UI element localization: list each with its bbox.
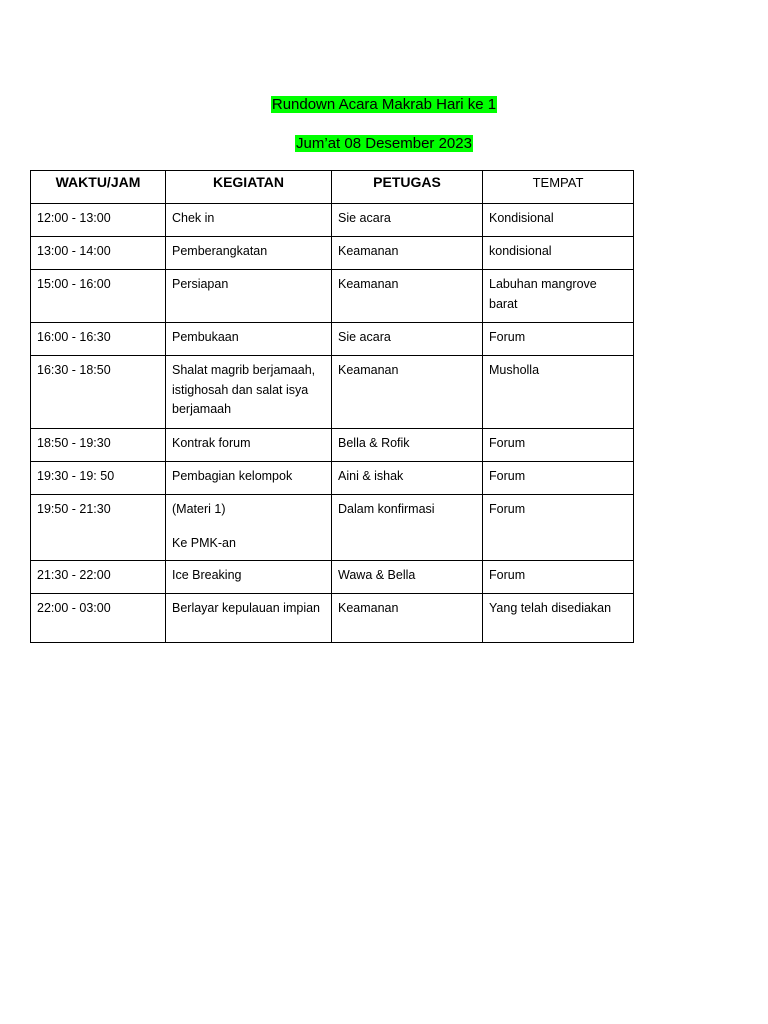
cell-kegiatan-line: (Materi 1) — [172, 502, 226, 516]
cell-kegiatan: Pemberangkatan — [166, 237, 332, 270]
cell-tempat: Forum — [483, 323, 634, 356]
header-tempat: TEMPAT — [483, 171, 634, 204]
cell-tempat: Forum — [483, 561, 634, 594]
cell-waktu: 12:00 - 13:00 — [31, 204, 166, 237]
cell-kegiatan — [166, 495, 332, 561]
cell-waktu: 21:30 - 22:00 — [31, 561, 166, 594]
table-row — [31, 429, 634, 462]
table-row — [31, 204, 634, 237]
cell-tempat: Forum — [483, 495, 634, 561]
cell-kegiatan: Persiapan — [166, 270, 332, 323]
document-title-text: Rundown Acara Makrab Hari ke 1 — [271, 96, 497, 113]
header-waktu: WAKTU/JAM — [31, 171, 166, 204]
cell-waktu: 13:00 - 14:00 — [31, 237, 166, 270]
cell-waktu: 18:50 - 19:30 — [31, 429, 166, 462]
cell-petugas: Dalam konfirmasi — [332, 495, 483, 561]
cell-petugas: Keamanan — [332, 594, 483, 643]
cell-tempat: Musholla — [483, 356, 634, 429]
table-row — [31, 561, 634, 594]
cell-petugas: Wawa & Bella — [332, 561, 483, 594]
document-title — [0, 95, 768, 115]
document-date — [0, 134, 768, 154]
cell-petugas: Sie acara — [332, 323, 483, 356]
cell-kegiatan: Berlayar kepulauan impian — [166, 594, 332, 643]
rundown-table — [30, 170, 634, 643]
cell-waktu: 16:00 - 16:30 — [31, 323, 166, 356]
cell-tempat: Forum — [483, 429, 634, 462]
cell-petugas: Keamanan — [332, 270, 483, 323]
table-row — [31, 237, 634, 270]
cell-tempat: Labuhan mangrove barat — [483, 270, 634, 323]
table-header-row — [31, 171, 634, 204]
cell-waktu: 15:00 - 16:00 — [31, 270, 166, 323]
cell-waktu: 22:00 - 03:00 — [31, 594, 166, 643]
document-date-text: Jum’at 08 Desember 2023 — [296, 135, 472, 152]
cell-petugas: Aini & ishak — [332, 462, 483, 495]
cell-tempat: Forum — [483, 462, 634, 495]
cell-kegiatan: Chek in — [166, 204, 332, 237]
cell-petugas: Sie acara — [332, 204, 483, 237]
table-row — [31, 323, 634, 356]
cell-tempat: Yang telah disediakan — [483, 594, 634, 643]
table-row — [31, 594, 634, 643]
cell-kegiatan: Pembagian kelompok — [166, 462, 332, 495]
cell-kegiatan: Kontrak forum — [166, 429, 332, 462]
cell-waktu: 19:50 - 21:30 — [31, 495, 166, 561]
cell-kegiatan: Pembukaan — [166, 323, 332, 356]
cell-waktu: 16:30 - 18:50 — [31, 356, 166, 429]
table-row — [31, 270, 634, 323]
cell-petugas: Keamanan — [332, 237, 483, 270]
header-kegiatan: KEGIATAN — [166, 171, 332, 204]
cell-kegiatan: Shalat magrib berjamaah, istighosah dan salat isya berjamaah — [166, 356, 332, 429]
cell-tempat: kondisional — [483, 237, 634, 270]
header-petugas: PETUGAS — [332, 171, 483, 204]
cell-tempat: Kondisional — [483, 204, 634, 237]
table-row — [31, 356, 634, 429]
table-row — [31, 462, 634, 495]
cell-petugas: Keamanan — [332, 356, 483, 429]
cell-petugas: Bella & Rofik — [332, 429, 483, 462]
cell-kegiatan: Ice Breaking — [166, 561, 332, 594]
cell-kegiatan-line: Ke PMK-an — [172, 535, 236, 550]
cell-waktu: 19:30 - 19: 50 — [31, 462, 166, 495]
table-row — [31, 495, 634, 561]
